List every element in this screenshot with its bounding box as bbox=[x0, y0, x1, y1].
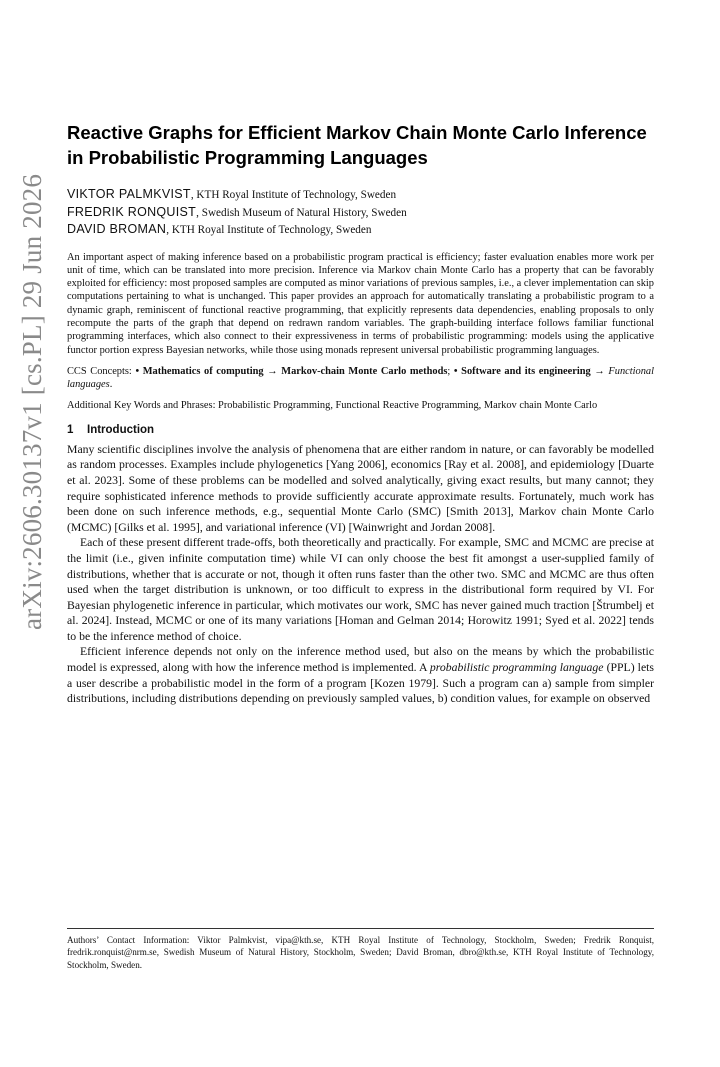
paragraph: Many scientific disciplines involve the analysis of phenomena that are either random in nature, or can favorably be modelled as random processes. Examples include phylogenetics [Yang 2006], economics [Ray et al. 2008], and epidemiology [Duarte et al. 2023]. Some of these problems can be modelled and solved analytically, giving exact results, but many cannot; they require sophisticated inference methods to provide sufficiently accurate approximate results. Fortunately, much work has been done on such inference methods, e.g., sequential Monte Carlo (SMC) [Smith 2013], Markov chain Monte Carlo (MCMC) [Gilks et al. 1995], and variational inference (VI) [Wainwright and Jordan 2008]. bbox=[67, 442, 654, 534]
ccs-separator: ; bbox=[447, 365, 454, 377]
author-name: VIKTOR PALMKVIST bbox=[67, 187, 191, 201]
arxiv-identifier: arXiv:2606.30137v1 [cs.PL] 29 Jun 2026 bbox=[17, 173, 47, 630]
ccs-item-2: Functional languages bbox=[67, 365, 655, 391]
paragraph bbox=[67, 644, 654, 706]
author-entry bbox=[67, 204, 654, 222]
paper-body bbox=[67, 120, 654, 707]
emphasized-term: probabilistic programming language bbox=[429, 661, 604, 675]
author-entry bbox=[67, 186, 654, 204]
author-affiliation: , KTH Royal Institute of Technology, Sweden bbox=[190, 189, 397, 201]
author-list bbox=[67, 186, 654, 239]
author-affiliation: , KTH Royal Institute of Technology, Sweden bbox=[166, 224, 372, 236]
paragraph-text: Efficient inference depends not only on the inference method used, but also on the means by which the probabilistic model is expressed, along with how the inference method is implemented. A bbox=[67, 645, 654, 675]
ccs-concepts bbox=[67, 365, 654, 392]
footnote bbox=[67, 928, 654, 971]
author-contact-info: Authors’ Contact Information: Viktor Palmkvist, vipa@kth.se, KTH Royal Institute of Technology, Stockholm, Sweden; Fredrik Ronquist, fredrik.ronquist@nrm.se, Swedish Museum of Natural History, Stockholm, Sweden; David Broman, dbro@kth.se, KTH Royal Institute of Technology, Stockholm, Sweden. bbox=[67, 935, 654, 970]
author-entry bbox=[67, 221, 654, 239]
author-name: FREDRIK RONQUIST bbox=[67, 204, 197, 219]
author-name: DAVID BROMAN bbox=[67, 222, 167, 236]
ccs-end: . bbox=[109, 379, 113, 391]
section-title: Introduction bbox=[87, 423, 155, 436]
paper-title: Reactive Graphs for Efficient Markov Chain Monte Carlo Inference in Probabilistic Programming Languages bbox=[67, 122, 647, 168]
ccs-label: CCS Concepts: bbox=[67, 365, 136, 377]
ccs-arrow: → bbox=[263, 365, 282, 377]
paragraph: Each of these present different trade-offs, both theoretically and practically. For example, SMC and MCMC are precise at the limit (i.e., given infinite computation time) while VI can only choose the best fit amongst a user-supplied family of distributions, whether that is accurate or not, though it often runs faster than the other two. SMC and MCMC are thus often used when the target distribution is unknown, or too difficult to express in the distributional form required by VI. For Bayesian phylogenetic inference in particular, which motivates our work, SMC has never gained much traction [Štrumbelj et al. 2024]. Instead, MCMC or one of its many variations [Homan and Gelman 2014; Horowitz 1991; Syed et al. 2022] tends to be the inference method of choice. bbox=[67, 536, 654, 643]
ccs-item-1: Markov-chain Monte Carlo methods bbox=[281, 365, 448, 377]
ccs-category-2: • Software and its engineering bbox=[453, 365, 591, 377]
section-number: 1 bbox=[67, 423, 74, 436]
ccs-category-1: • Mathematics of computing bbox=[135, 365, 264, 377]
footnote-rule bbox=[67, 928, 654, 929]
paragraph-text: (PPL) lets a user describe a probabilistic model in the form of a program [Kozen 1979]. Such a program can a) sample from simpler distributions, including distributions depending on previously sampled values, b) condition values, for example on observed bbox=[67, 661, 654, 706]
keywords: Additional Key Words and Phrases: Probabilistic Programming, Functional Reactive Programming, Markov chain Monte Carlo bbox=[67, 400, 598, 412]
section-heading bbox=[67, 424, 654, 436]
author-affiliation: , Swedish Museum of Natural History, Sweden bbox=[196, 206, 407, 219]
abstract: An important aspect of making inference based on a probabilistic program practical is efficiency; faster evaluation enables more work per unit of time, which can be translated into more precision. Inference via Markov chain Monte Carlo has a property that can be favorably exploited for efficiency: most proposed samples are computed as minor variations of previous samples, i.e., a clever implementation can skip computations pertaining to what is unchanged. This paper provides an approach for automatically translating a probabilistic program to a dynamic graph, reminiscent of functional reactive programming, that explicitly represents data dependencies, enabling proposals to only recompute the parts of the graph that depend on redrawn random variables. The graph-building interface follows familiar functional programming interfaces, which also connect to their expressiveness in terms of probabilistic programming: models using the applicative functor portion express Bayesian networks, while those using monads represent universal probabilistic programming languages. bbox=[67, 251, 654, 356]
ccs-arrow: → bbox=[590, 365, 609, 377]
